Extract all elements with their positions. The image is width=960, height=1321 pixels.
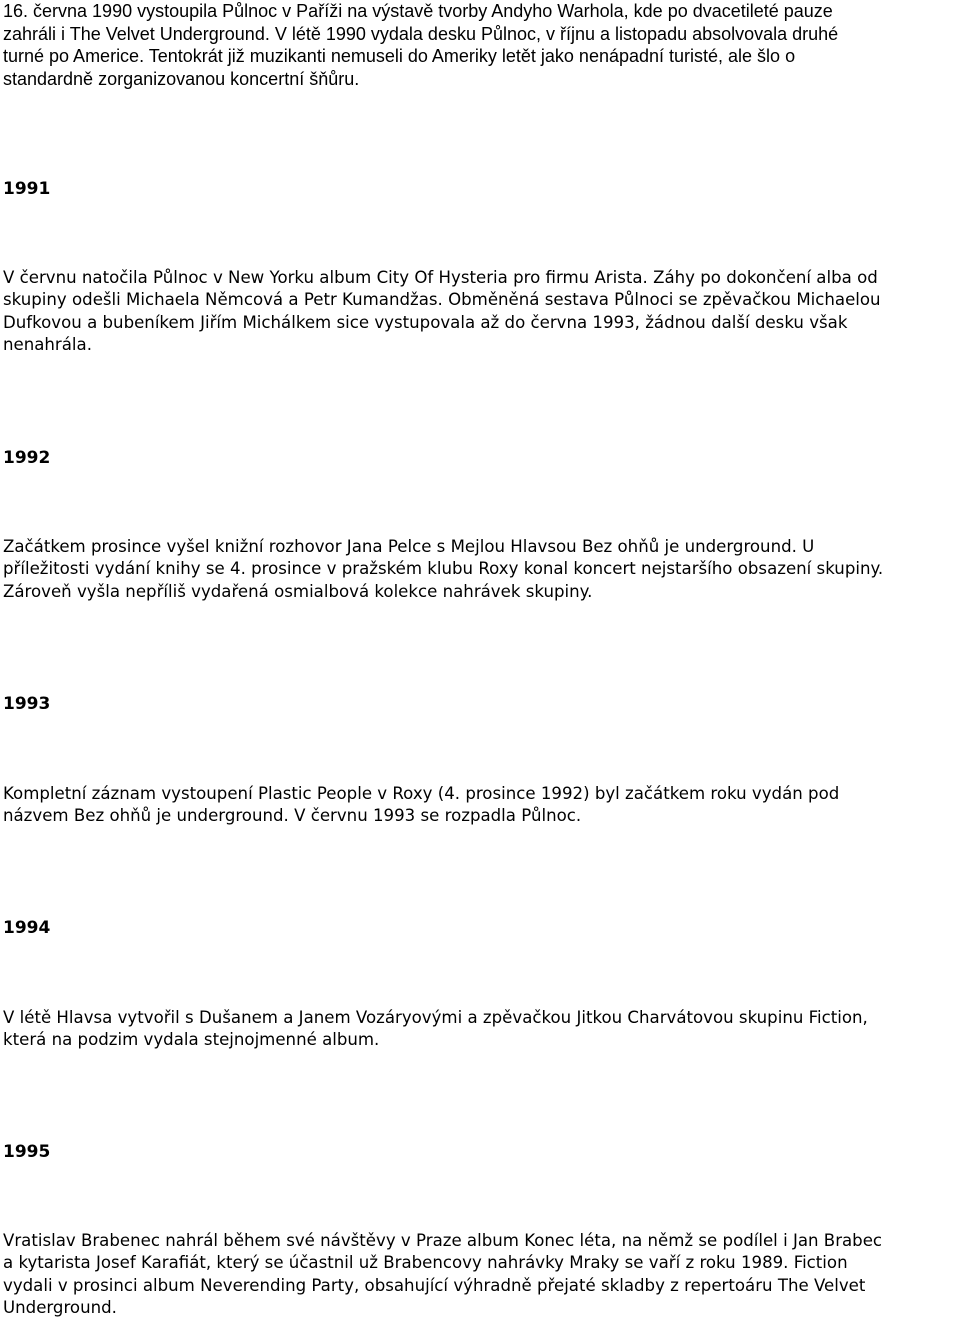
intro-paragraph <box>3 0 953 90</box>
text-line: Kompletní záznam vystoupení Plastic People v Roxy (4. prosince 1992) byl začátkem roku vydán pod <box>3 784 840 803</box>
paragraph-1994 <box>3 1007 953 1052</box>
text-line: vydali v prosinci album Neverending Party, obsahující výhradně přejaté skladby z repertoáru The Velvet <box>3 1275 866 1295</box>
text-line: V létě Hlavsa vytvořil s Dušanem a Janem Vozáryovými a zpěvačkou Jitkou Charvátovou skupinu Fiction, <box>3 1008 868 1027</box>
year-heading-1995: 1995 <box>3 1142 51 1162</box>
text-line: Dufkovou a bubeníkem Jiřím Michálkem sice vystupovala až do června 1993, žádnou další desku však <box>3 312 848 332</box>
text-line: Vratislav Brabenec nahrál během své návštěvy v Praze album Konec léta, na němž se podílel i Jan Brabec <box>3 1231 883 1250</box>
text-line: Underground. <box>3 1298 117 1318</box>
text-line: Zároveň vyšla nepříliš vydařená osmialbová kolekce nahrávek skupiny. <box>3 581 593 601</box>
paragraph-1993 <box>3 783 953 828</box>
year-heading-1991: 1991 <box>3 179 51 199</box>
year-heading-1992: 1992 <box>3 448 51 468</box>
year-heading-1993: 1993 <box>3 694 51 714</box>
paragraph-1995 <box>3 1230 953 1320</box>
paragraph-1992 <box>3 536 953 603</box>
text-line: která na podzim vydala stejnojmenné album. <box>3 1030 380 1050</box>
text-line: V červnu natočila Půlnoc v New Yorku album City Of Hysteria pro firmu Arista. Záhy po dokončení alba od <box>3 268 878 287</box>
text-line: názvem Bez ohňů je underground. V červnu 1993 se rozpadla Půlnoc. <box>3 806 582 826</box>
text-line: 16. června 1990 vystoupila Půlnoc v Paříži na výstavě tvorby Andyho Warhola, kde po dvacetileté pauze <box>3 1 833 21</box>
text-line: a kytarista Josef Karafiát, který se účastnil už Brabencovy nahrávky Mraky se vaří z roku 1989. Fiction <box>3 1253 848 1273</box>
paragraph-1991 <box>3 267 953 357</box>
text-line: nenahrála. <box>3 335 92 355</box>
text-line: standardně zorganizovanou koncertní šňůru. <box>3 68 360 89</box>
text-line: zahráli i The Velvet Underground. V létě 1990 vydala desku Půlnoc, v říjnu a listopadu absolvovala druhé <box>3 23 839 44</box>
text-line: Začátkem prosince vyšel knižní rozhovor Jana Pelce s Mejlou Hlavsou Bez ohňů je underground. U <box>3 537 815 556</box>
text-line: skupiny odešli Michaela Němcová a Petr Kumandžas. Obměněná sestava Půlnoci se zpěvačkou Michaelou <box>3 290 881 310</box>
text-line: turné po Americe. Tentokrát již muzikanti nemuseli do Ameriky letět jako nenápadní turisté, ale šlo o <box>3 46 796 66</box>
year-heading-1994: 1994 <box>3 918 51 938</box>
text-line: příležitosti vydání knihy se 4. prosince v pražském klubu Roxy konal koncert nejstaršího obsazení skupiny. <box>3 559 884 579</box>
